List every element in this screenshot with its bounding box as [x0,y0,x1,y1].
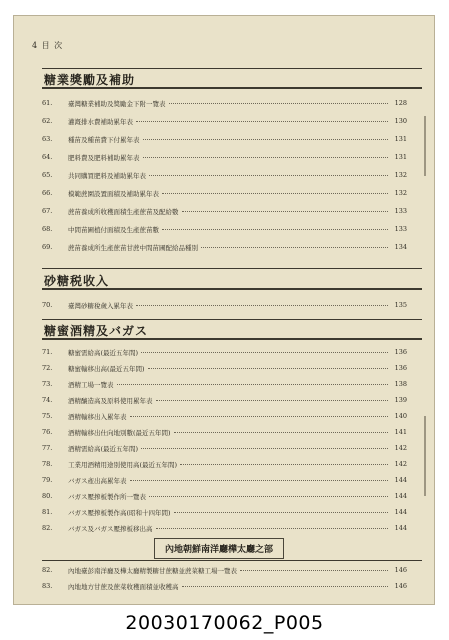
entry-page: 136 [394,348,407,356]
toc-entry [42,187,407,199]
entry-title: 灌漑排水費補助累年表 [68,117,133,126]
entry-page: 133 [394,225,407,233]
entry-page: 139 [394,396,407,404]
entry-title: バガス及バガス壓搾板移出高 [68,524,153,533]
section-title: 糖蜜酒精及バガス [44,324,149,338]
entry-page: 140 [394,412,407,420]
toc-entry [42,205,407,217]
entry-title: 肥料費及肥料補助累年表 [68,153,140,162]
entry-page: 128 [394,99,407,107]
entry-title: 內地地方甘蔗及蔗菜收穫面積並收穫高 [68,582,179,591]
entry-title: 糖蜜需給高(最近五年間) [68,348,139,357]
leader-dots [130,415,389,417]
leader-dots [182,585,389,587]
toc-entry [42,378,407,390]
entry-page: 132 [394,171,407,179]
leader-dots [162,192,388,194]
leader-dots [174,511,388,513]
leader-dots [180,463,388,465]
entry-page: 135 [394,301,407,309]
entry-number: 82. [42,566,53,574]
leader-dots [130,479,389,481]
toc-entry [42,133,407,145]
toc-entry [42,580,407,592]
toc-entry [42,490,407,502]
entry-page: 141 [394,428,407,436]
binding-mark [424,116,426,176]
entry-page: 130 [394,117,407,125]
entry-page: 136 [394,364,407,372]
leader-dots [169,102,389,104]
toc-entry [42,522,407,534]
entry-number: 80. [42,492,53,500]
toc-entry [42,564,407,576]
entry-title: 蔗苗養成所生產蔗苗甘蔗中間苗圃配給品種別 [68,243,198,252]
entry-number: 66. [42,189,53,197]
entry-page: 144 [394,524,407,532]
section-rule [42,560,422,561]
entry-title: バガス產出高累年表 [68,476,127,485]
entry-page: 133 [394,207,407,215]
toc-entry [42,299,407,311]
entry-title: バガス壓搾板製作高(昭和十四年間) [68,508,171,517]
leader-dots [174,431,388,433]
toc-entry [42,362,407,374]
toc-entry [42,169,407,181]
entry-title: 臺灣砂糖稅歲入累年表 [68,301,133,310]
toc-entry [42,442,407,454]
entry-number: 77. [42,444,53,452]
document-page [13,15,435,605]
entry-page: 131 [394,135,407,143]
leader-dots [149,495,388,497]
entry-title: 共同購買肥料及補助累年表 [68,171,146,180]
entry-number: 65. [42,171,53,179]
binding-mark [424,416,426,496]
leader-dots [201,246,388,248]
toc-entry [42,410,407,422]
entry-page: 144 [394,476,407,484]
leader-dots [117,383,389,385]
entry-number: 68. [42,225,53,233]
leader-dots [162,228,388,230]
entry-number: 83. [42,582,53,590]
entry-number: 73. [42,380,53,388]
toc-entry [42,223,407,235]
image-caption: 20030170062_P005 [125,612,324,634]
toc-entry [42,241,407,253]
section-rule [42,338,422,340]
entry-number: 74. [42,396,53,404]
entry-number: 72. [42,364,53,372]
entry-page: 146 [394,566,407,574]
entry-number: 67. [42,207,53,215]
entry-number: 76. [42,428,53,436]
page-header: 4 目 次 [32,41,64,50]
leader-dots [156,527,389,529]
entry-title: 酒精需給高(最近五年間) [68,444,139,453]
entry-title: 酒精輸移出入累年表 [68,412,127,421]
toc-entry [42,474,407,486]
entry-title: 臺灣糖業補助及獎勵金下附一覽表 [68,99,166,108]
leader-dots [141,447,388,449]
leader-dots [141,351,388,353]
entry-number: 79. [42,476,53,484]
entry-number: 82. [42,524,53,532]
entry-page: 131 [394,153,407,161]
entry-page: 144 [394,492,407,500]
section-title: 砂糖税收入 [44,274,110,288]
section-title: 糖業獎勵及補助 [44,73,136,87]
section-rule [42,68,422,69]
toc-entry [42,151,407,163]
leader-dots [149,174,388,176]
toc-entry [42,394,407,406]
leader-dots [156,399,389,401]
entry-page: 142 [394,444,407,452]
entry-title: バガス壓搾板製作所一覽表 [68,492,146,501]
entry-page: 142 [394,460,407,468]
leader-dots [136,120,388,122]
entry-title: 酒精輸移出仕向地別數(最近五年間) [68,428,171,437]
entry-title: 糖蜜輸移出高(最近五年間) [68,364,145,373]
entry-title: 種苗及種苗費下付累年表 [68,135,140,144]
entry-number: 61. [42,99,53,107]
toc-entry [42,97,407,109]
entry-number: 81. [42,508,53,516]
leader-dots [143,138,389,140]
leader-dots [182,210,389,212]
entry-number: 70. [42,301,53,309]
section-rule [42,319,422,320]
entry-page: 146 [394,582,407,590]
entry-page: 132 [394,189,407,197]
entry-title: 模範蔗園設置面積及補助累年表 [68,189,159,198]
entry-number: 69. [42,243,53,251]
leader-dots [148,367,388,369]
entry-title: 中間苗圃植付面積及生產蔗苗數 [68,225,159,234]
section-rule [42,268,422,269]
toc-entry [42,426,407,438]
section-title-boxed: 內地朝鮮南洋廳樺太廳之部 [154,538,284,559]
entry-title: 酒精工場一覽表 [68,380,114,389]
entry-number: 63. [42,135,53,143]
leader-dots [143,156,389,158]
entry-number: 62. [42,117,53,125]
entry-title: 酒精釀造高及原料使用累年表 [68,396,153,405]
toc-entry [42,506,407,518]
entry-title: 蔗苗養成所收穫面積生產蔗苗及配給數 [68,207,179,216]
entry-title: 內地臺彭南洋廳及樺太廳精製糖甘蔗糖並蔗菜糖工場一覽表 [68,566,237,575]
entry-number: 71. [42,348,53,356]
entry-number: 64. [42,153,53,161]
section-rule [42,87,422,89]
toc-entry [42,346,407,358]
section-rule [42,288,422,290]
entry-page: 144 [394,508,407,516]
entry-number: 78. [42,460,53,468]
entry-page: 138 [394,380,407,388]
entry-page: 134 [394,243,407,251]
toc-entry [42,115,407,127]
entry-number: 75. [42,412,53,420]
leader-dots [240,569,388,571]
leader-dots [136,304,388,306]
entry-title: 工業用酒精用途別使用高(最近五年間) [68,460,178,469]
toc-entry [42,458,407,470]
